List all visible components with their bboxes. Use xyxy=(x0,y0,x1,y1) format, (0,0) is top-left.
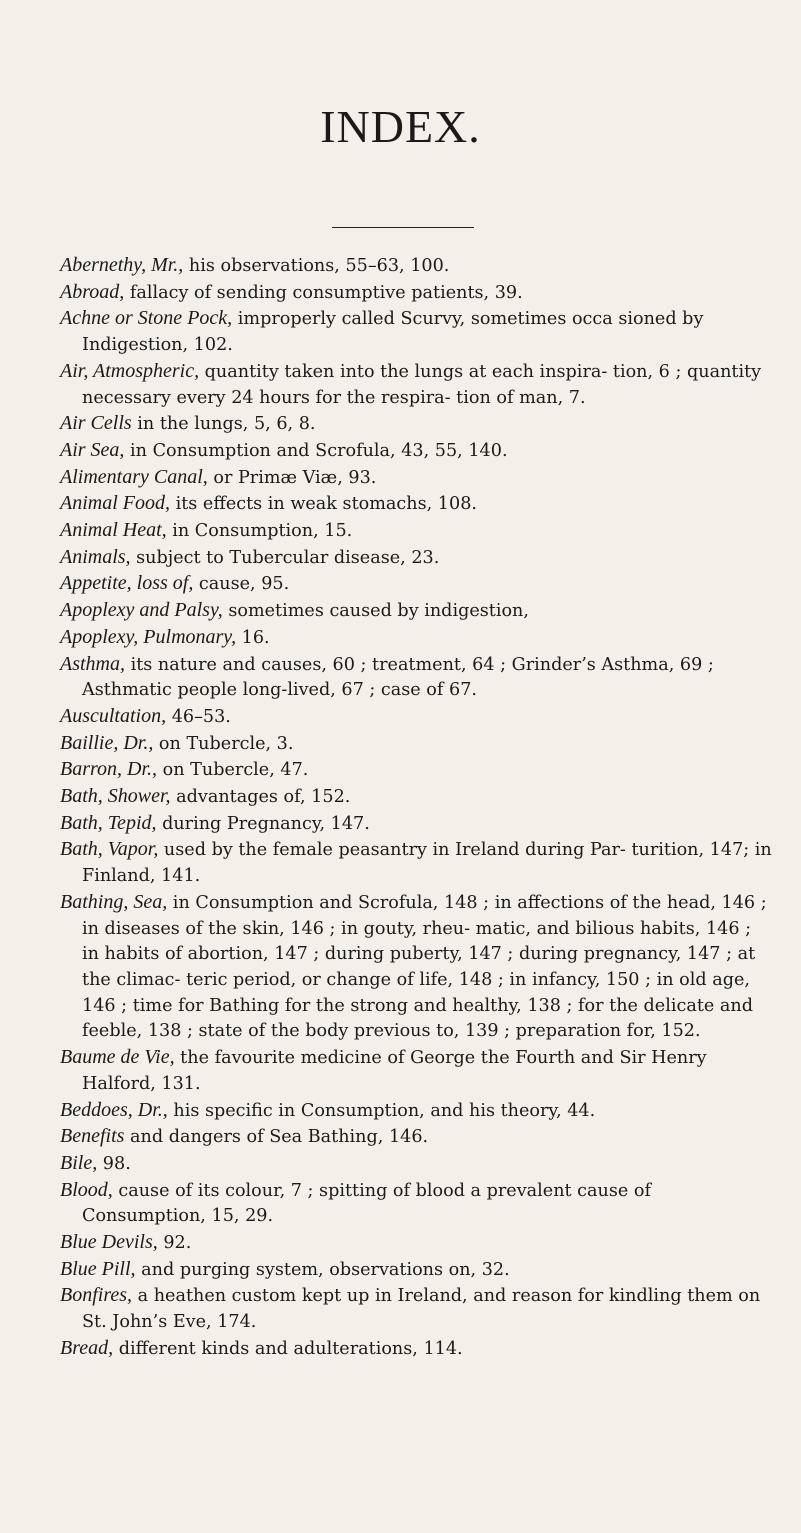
entry-heading: Appetite, loss of, xyxy=(60,572,194,595)
entry-heading: Bath, Shower, xyxy=(60,785,171,808)
page-title: INDEX. xyxy=(320,101,481,152)
entry-text: 92. xyxy=(157,1233,192,1254)
entry-heading: Baume de Vie, xyxy=(60,1046,175,1069)
index-entry xyxy=(60,411,772,438)
index-entries xyxy=(60,253,772,1363)
entry-heading: Apoplexy, Pulmonary, xyxy=(60,625,237,648)
index-entry xyxy=(60,545,772,572)
entry-text: in Consumption, 15. xyxy=(166,521,353,542)
entry-text: or Primæ Viæ, 93. xyxy=(207,467,377,488)
entry-heading: Achne or Stone Pock, xyxy=(60,307,233,330)
entry-text: cause of its colour, 7 ; spitting of blood a prevalent cause of Consumption, 15, 29. xyxy=(82,1180,651,1227)
entry-heading: Abroad, xyxy=(60,280,125,303)
index-entry xyxy=(60,438,772,465)
entry-text: advantages of, 152. xyxy=(170,787,351,808)
entry-text: 16. xyxy=(236,627,270,648)
entry-heading: Air Cells xyxy=(60,412,132,435)
index-entry xyxy=(60,757,772,784)
title-divider xyxy=(332,227,474,228)
entry-text: the favourite medicine of George the Fourth and Sir Henry Halford, 131. xyxy=(82,1048,707,1094)
index-entry xyxy=(60,280,772,307)
entry-text: sometimes caused by indigestion, xyxy=(222,601,529,622)
entry-heading: Blue Devils, xyxy=(60,1231,158,1254)
index-entry xyxy=(60,1336,772,1363)
entry-heading: Air, Atmospheric, xyxy=(60,359,200,382)
entry-heading: Bath, Tepid, xyxy=(60,811,157,834)
entry-heading: Animal Heat, xyxy=(60,519,167,542)
index-entry xyxy=(60,1045,772,1097)
entry-text: 46–53. xyxy=(166,706,231,727)
index-entry xyxy=(60,704,772,731)
entry-heading: Blue Pill, xyxy=(60,1257,136,1280)
entry-text: and dangers of Sea Bathing, 146. xyxy=(124,1127,429,1148)
entry-text: in Consumption and Scrofula, 148 ; in affections of the head, 146 ; in diseases of the skin, 146 ; in gouty, rheu- matic, and bilious habits, 146 ; in habits of abortion, 147 ; during puberty, 147 ; during pregnancy, 147 ; at the climac- teric period, or change of life, 148 ; in infancy, 150 ; in old age, 146 ; time for Bathing for the strong and healthy, 138 ; for the delicate and feeble, 138 ; state of the body previous to, 139 ; preparation for, 152. xyxy=(82,892,767,1042)
index-entry xyxy=(60,253,772,280)
entry-text: quantity taken into the lungs at each inspira- tion, 6 ; quantity necessary every 24 hours for the respira- tion of man, 7. xyxy=(82,361,762,408)
entry-text: used by the female peasantry in Ireland during Par- turition, 147; in Finland, 141. xyxy=(82,840,772,887)
index-entry xyxy=(60,306,772,358)
index-entry xyxy=(60,811,772,838)
entry-text: fallacy of sending consumptive patients, 39. xyxy=(124,282,523,303)
index-entry xyxy=(60,1230,772,1257)
entry-heading: Blood, xyxy=(60,1178,113,1201)
index-entry xyxy=(60,625,772,652)
entry-heading: Barron, Dr., xyxy=(60,758,158,781)
entry-text: and purging system, observations on, 32. xyxy=(135,1259,510,1280)
entry-text: on Tubercle, 3. xyxy=(153,733,294,754)
entry-text: on Tubercle, 47. xyxy=(157,760,309,781)
index-entry xyxy=(60,598,772,625)
entry-heading: Animals, xyxy=(60,545,131,568)
entry-heading: Bathing, Sea, xyxy=(60,890,168,913)
index-entry xyxy=(60,1178,772,1230)
entry-heading: Bonfires, xyxy=(60,1284,133,1307)
index-entry xyxy=(60,652,772,704)
entry-heading: Air Sea, xyxy=(60,438,125,461)
entry-heading: Apoplexy and Palsy, xyxy=(60,599,223,622)
index-entry xyxy=(60,1151,772,1178)
index-entry xyxy=(60,359,772,411)
entry-text: subject to Tubercular disease, 23. xyxy=(130,547,440,568)
entry-text: its effects in weak stomachs, 108. xyxy=(170,494,477,515)
entry-heading: Auscultation, xyxy=(60,704,167,727)
entry-heading: Benefits xyxy=(60,1125,125,1148)
index-entry xyxy=(60,491,772,518)
entry-text: his specific in Consumption, and his theory, 44. xyxy=(167,1100,596,1121)
entry-heading: Abernethy, Mr., xyxy=(60,254,184,276)
index-entry xyxy=(60,1283,772,1335)
entry-heading: Baillie, Dr., xyxy=(60,731,154,754)
entry-text: in the lungs, 5, 6, 8. xyxy=(131,414,316,435)
entry-heading: Asthma, xyxy=(60,652,125,675)
entry-text: different kinds and adulterations, 114. xyxy=(113,1338,463,1359)
index-entry xyxy=(60,784,772,811)
entry-text: during Pregnancy, 147. xyxy=(156,813,370,834)
entry-text: cause, 95. xyxy=(193,574,290,595)
index-entry xyxy=(60,731,772,758)
index-entry xyxy=(60,837,772,889)
index-entry xyxy=(60,571,772,598)
entry-heading: Bath, Vapor, xyxy=(60,838,159,861)
entry-heading: Beddoes, Dr., xyxy=(60,1098,168,1121)
entry-heading: Bile, xyxy=(60,1151,98,1174)
entry-heading: Animal Food, xyxy=(60,492,170,515)
index-entry xyxy=(60,890,772,1045)
entry-text: his observations, 55–63, 100. xyxy=(183,256,450,276)
index-entry xyxy=(60,465,772,492)
entry-heading: Alimentary Canal, xyxy=(60,465,208,488)
entry-text: in Consumption and Scrofula, 43, 55, 140. xyxy=(124,440,508,461)
index-entry xyxy=(60,1257,772,1284)
entry-text: a heathen custom kept up in Ireland, and reason for kindling them on St. John’s Eve, 174. xyxy=(82,1286,761,1333)
entry-text: 98. xyxy=(97,1153,131,1174)
entry-text: improperly called Scurvy, sometimes occa sioned by Indigestion, 102. xyxy=(82,309,704,356)
entry-heading: Bread, xyxy=(60,1336,114,1359)
entry-text: its nature and causes, 60 ; treatment, 64 ; Grinder’s Asthma, 69 ; Asthmatic people long-lived, 67 ; case of 67. xyxy=(82,654,714,701)
index-entry xyxy=(60,1124,772,1151)
index-entry xyxy=(60,518,772,545)
index-entry xyxy=(60,1098,772,1125)
